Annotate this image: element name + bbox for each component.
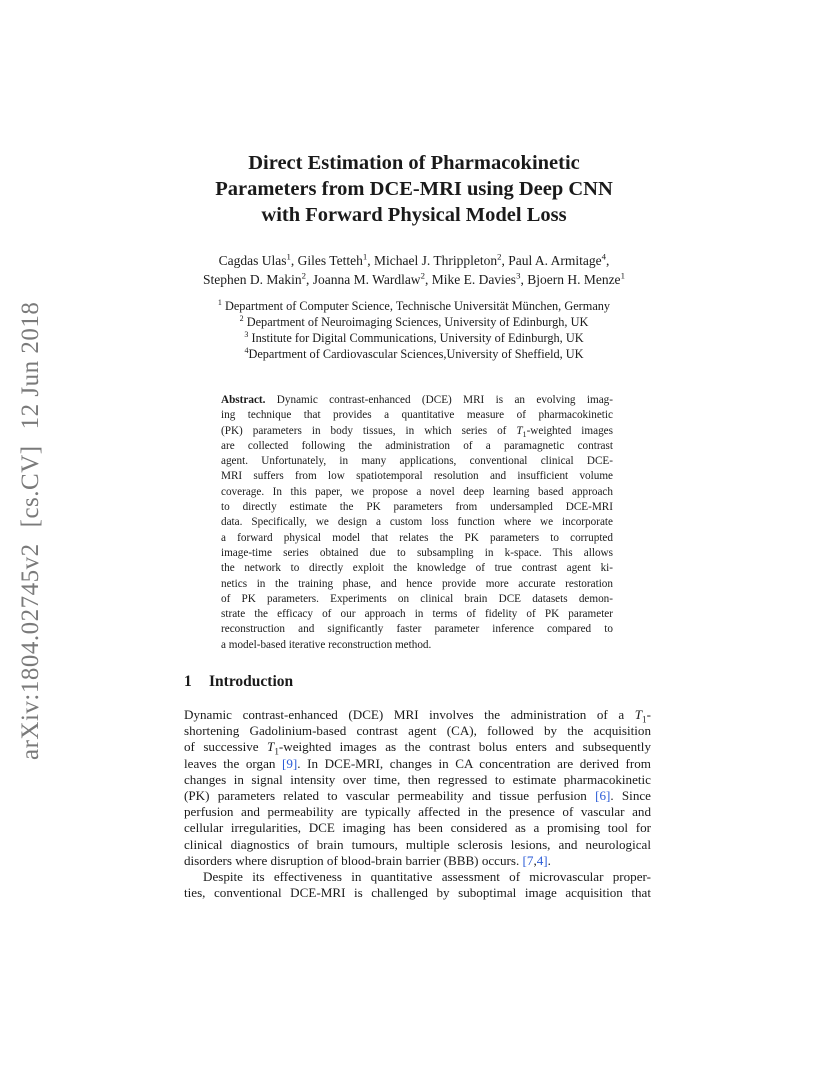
abstract-line: to directly estimate the PK parameters from undersampled DCE-MRI <box>221 501 613 514</box>
title-line: with Forward Physical Model Loss <box>261 204 567 226</box>
body-line: ties, conventional DCE-MRI is challenged by suboptimal image acquisition that <box>184 885 651 901</box>
title-line: Parameters from DCE-MRI using Deep CNN <box>215 178 613 200</box>
body-line: clinical diagnostics of brain tumours, multiple sclerosis lesions, and neurological <box>184 836 651 852</box>
abstract-line: ing technique that provides a quantitative measure of pharmacokinetic <box>221 409 613 422</box>
body-line: of successive $T_1$-weighted images as the contrast bolus enters and subsequently <box>184 739 651 758</box>
author-name: Michael J. Thrippleton <box>373 253 498 268</box>
affiliation-mark: 2 <box>497 251 502 262</box>
citation-link[interactable]: [6] <box>595 788 611 804</box>
affiliation-mark: 1 <box>620 270 625 281</box>
abstract-line: MRI suffers from low spatiotemporal resolution and insufficient volume <box>221 470 613 483</box>
body-line: Dynamic contrast-enhanced (DCE) MRI involves the administration of a $T_1-$ <box>184 707 651 725</box>
abstract-label: Abstract. <box>221 394 266 406</box>
author-name: Bjoern H. Menze <box>527 272 621 287</box>
section-title: Introduction <box>209 673 294 690</box>
affiliation: $^1$ Department of Computer Science, Technische Universität München, Germany <box>217 297 611 313</box>
author-line: Cagdas Ulas$^1$, Giles Tetteh$^1$, Michael J. Thrippleton$^2$, Paul A. Armitage$^4$, <box>218 251 610 268</box>
abstract-line: reconstruction and significantly faster parameter inference compared to <box>221 623 613 636</box>
author-line: Stephen D. Makin$^2$, Joanna M. Wardlaw$^2$, Mike E. Davies$^3$, Bjoern H. Menze$^1$ <box>203 270 625 287</box>
abstract <box>221 393 613 653</box>
abstract-line: of PK parameters. Experiments on clinical brain DCE datasets demon- <box>221 592 613 605</box>
author-name: Giles Tetteh <box>297 253 363 268</box>
body-line: cellular irregularities, DCE imaging has been considered as a promising tool for <box>184 820 651 836</box>
affiliation: $^3$ Institute for Digital Communications, University of Edinburgh, UK <box>244 329 584 345</box>
abstract-line: (PK) parameters in body tissues, in which series of $T_1$-weighted images <box>221 424 613 439</box>
affiliation-mark: 3 <box>516 270 521 281</box>
affiliation-mark: 1 <box>362 251 368 262</box>
abstract-line: a forward physical model that relates the PK parameters to corrupted <box>221 531 613 544</box>
affiliation: $^2$ Department of Neuroimaging Sciences, University of Edinburgh, UK <box>239 313 589 329</box>
body-line: disorders where disruption of blood-brain barrier (BBB) occurs. [7,4]. <box>184 852 551 868</box>
affiliation-mark: 4 <box>601 251 606 262</box>
author-name: Paul A. Armitage <box>508 253 602 268</box>
paper-title <box>140 150 688 228</box>
body-line: leaves the organ [9]. In DCE-MRI, changes in CA concentration are derived from <box>184 755 651 771</box>
citation-link[interactable]: 4] <box>536 852 548 868</box>
abstract-line: netics in the training phase, and hence provide more accurate restoration <box>221 577 613 590</box>
abstract-line: strate the efficacy of our approach in terms of fidelity of PK parameter <box>221 608 613 621</box>
abstract-line: data. Specifically, we design a custom loss function where we incorporate <box>221 516 613 529</box>
affiliation-mark: 2 <box>301 270 307 281</box>
author-name: Joanna M. Wardlaw <box>312 272 421 287</box>
abstract-line: coverage. In this paper, we propose a novel deep learning based approach <box>221 485 613 498</box>
abstract-line: Abstract. Dynamic contrast-enhanced (DCE) MRI is an evolving imag- <box>221 394 613 406</box>
arxiv-category: [cs.CV] <box>17 445 44 528</box>
abstract-line: a model-based iterative reconstruction method. <box>221 638 432 651</box>
section-heading <box>184 673 293 691</box>
author-list <box>140 251 688 289</box>
body-line: Despite its effectiveness in quantitative assessment of microvascular proper- <box>203 869 651 885</box>
author-name: Stephen D. Makin <box>203 272 302 287</box>
introduction-text <box>184 707 651 901</box>
abstract-line: image-time series obtained due to subsampling in k-space. This allows <box>221 546 613 559</box>
arxiv-date: 12 Jun 2018 <box>17 301 44 430</box>
body-line: changes in signal intensity over time, then regressed to estimate pharmacokinetic <box>184 771 651 787</box>
author-name: Mike E. Davies <box>431 272 517 287</box>
abstract-line: the network to directly exploit the knowledge of true contrast agent ki- <box>221 562 613 575</box>
arxiv-sidebar-stamp <box>17 280 45 760</box>
body-line: (PK) parameters related to vascular permeability and tissue perfusion [6]. Since <box>184 788 651 804</box>
affiliation-list <box>140 298 688 362</box>
abstract-line: are collected following the administration of a paramagnetic contrast <box>221 439 613 452</box>
arxiv-id: arXiv:1804.02745v2 <box>17 543 44 760</box>
affiliation: $^4$Department of Cardiovascular Sciences,University of Sheffield, UK <box>244 345 584 361</box>
section-number: 1 <box>184 673 192 690</box>
citation-link[interactable]: [9] <box>282 755 298 771</box>
citation-link[interactable]: [7 <box>522 852 534 868</box>
author-name: Cagdas Ulas <box>218 253 287 268</box>
affiliation-mark: 2 <box>420 270 425 281</box>
body-line: perfusion and permeability are typically affected in the presence of vascular and <box>184 804 651 820</box>
title-line: Direct Estimation of Pharmacokinetic <box>248 152 580 174</box>
body-line: shortening Gadolinium-based contrast agent (CA), followed by the acquisition <box>184 723 651 739</box>
affiliation-mark: 1 <box>286 251 291 262</box>
abstract-line: agent. Unfortunately, in many applications, conventional clinical DCE- <box>221 455 613 468</box>
